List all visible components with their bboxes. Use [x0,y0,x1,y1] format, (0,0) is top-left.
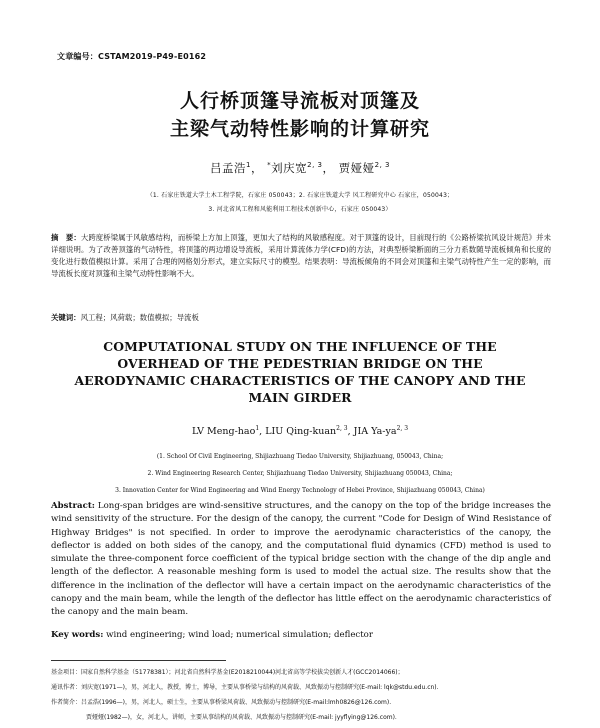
article-number: 文章编号：CSTAM2019-P49-E0162 [57,52,207,61]
footnote-corresponding-author: 通讯作者：刘庆宽(1971—)，男，河北人，教授，博士，博导，主要从事桥梁与结构的风荷载、风致振动与控制研究(E-mail: lqk@stdu.edu.cn). [51,684,439,691]
english-author: LIU Qing-kuan$^{2, 3}$ [265,425,348,438]
chinese-author: 贾娅娅$^{2, 3}$ [338,161,390,175]
english-affiliation-2: 2. Wind Engineering Research Center, Shijiazhuang Tiedao University, Shijiazhuang 050043, China; [147,470,453,477]
footnote-funding: 基金项目：国家自然科学基金（51778381）；河北省自然科学基金(E2018210044)河北省高等学校拔尖创新人才(GCC2014066)； [51,669,404,676]
chinese-keywords [51,312,551,323]
english-title-line-2: OVERHEAD OF THE PEDESTRIAN BRIDGE ON THE [117,356,483,371]
english-abstract-text: Long-span bridges are wind-sensitive structures, and the canopy on the top of the bridge increases the wind sensitivity of the structure. For the design of the canopy, the current "Code for Design of Wind Resistance of Highway Bridges" is not specified. In order to improve the aerodynamic characteristics of the canopy, the deflector is added on both sides of the canopy, and the computational fluid dynamics (CFD) method is used to simulate the three-component force coefficient of the typical bridge section with the change of the dip angle and length of the deflector. A reasonable meshing form is used to model the actual size. The results show that the difference in the inclination of the deflector will have a certain impact on the aerodynamic characteristics of the canopy and the main beam, while the length of the deflector has little effect on the aerodynamic characteristics of the canopy and the main beam. [51,501,551,618]
chinese-keywords-text: 风工程；风荷载；数值模拟；导流板 [80,313,199,322]
chinese-author-list: 吕孟浩$^1$， *刘庆宽$^{2, 3}$， 贾娅娅$^{2, 3}$ [210,161,390,175]
english-affiliation-1: (1. School Of Civil Engineering, Shijiazhuang Tiedao University, Shijiazhuang, 050043, China; [156,453,444,460]
chinese-keywords-label: 关键词： [51,313,81,322]
english-keywords [51,630,551,640]
chinese-affiliation-line-2: 3. 河北省风工程和风能利用工程技术创新中心，石家庄 050043） [208,206,392,213]
english-affiliation-3: 3. Innovation Center for Wind Engineering and Wind Energy Technology of Hebei Province, Shijiazhuang 050043, China) [115,487,485,494]
chinese-abstract-text: 大跨度桥梁属于风敏感结构，而桥梁上方加上顶篷，更加大了结构的风敏感程度。对于顶篷的设计，目前现行的《公路桥梁抗风设计规范》并未详细说明。为了改善顶篷的气动特性，将顶篷的两边增设导流板，采用计算流体力学(CFD)的方法，对典型桥梁断面的三分力系数随导流板倾角和长度的变化进行数值模拟计算。采用了合理的网格划分形式，建立实际尺寸的模型。结果表明：导流板倾角的不同会对顶篷和主梁气动特性产生一定的影响，而导流板长度对顶篷和主梁气动特性影响不大。 [51,233,551,278]
footnote-author-bio-1: 作者简介：吕孟浩(1996—)，男，河北人，硕士生，主要从事桥梁风荷载、风致振动与控制研究(E-mail:lmh0826@126.com). [51,699,392,706]
chinese-affiliation-line-1: （1. 石家庄铁道大学土木工程学院，石家庄 050043；2. 石家庄铁道大学 风工程研究中心 石家庄，050043； [146,192,454,199]
english-author-list: LV Meng-hao$^1$, LIU Qing-kuan$^{2, 3}$, JIA Ya-ya$^{2, 3}$ [191,425,409,438]
english-title-line-4: MAIN GIRDER [248,390,352,405]
english-keywords-label: Key words: [51,630,104,640]
english-abstract [51,500,551,620]
chinese-author: 吕孟浩$^1$ [210,161,251,175]
footnote-author-bio-2: 贾娅娅(1982—)，女，河北人，讲师，主要从事结构的风荷载、风致振动与控制研究(E-mail: jyyflying@126.com). [86,714,397,721]
chinese-abstract-label: 摘 要： [51,233,81,242]
english-abstract-label: Abstract: [51,501,95,511]
english-keywords-text: wind engineering; wind load; numerical simulation; deflector [106,630,373,640]
chinese-title-line-1: 人行桥顶篷导流板对顶篷及 [179,90,420,112]
footnote-divider [51,660,226,661]
chinese-abstract [51,232,551,280]
english-title-line-1: COMPUTATIONAL STUDY ON THE INFLUENCE OF THE [103,339,497,354]
english-author: JIA Ya-ya$^{2, 3}$ [353,425,409,438]
english-author: LV Meng-hao$^1$ [191,425,260,438]
chinese-title-line-2: 主梁气动特性影响的计算研究 [169,118,430,140]
english-title-line-3: AERODYNAMIC CHARACTERISTICS OF THE CANOPY AND THE [74,373,526,388]
chinese-author: *刘庆宽$^{2, 3}$ [267,161,323,175]
